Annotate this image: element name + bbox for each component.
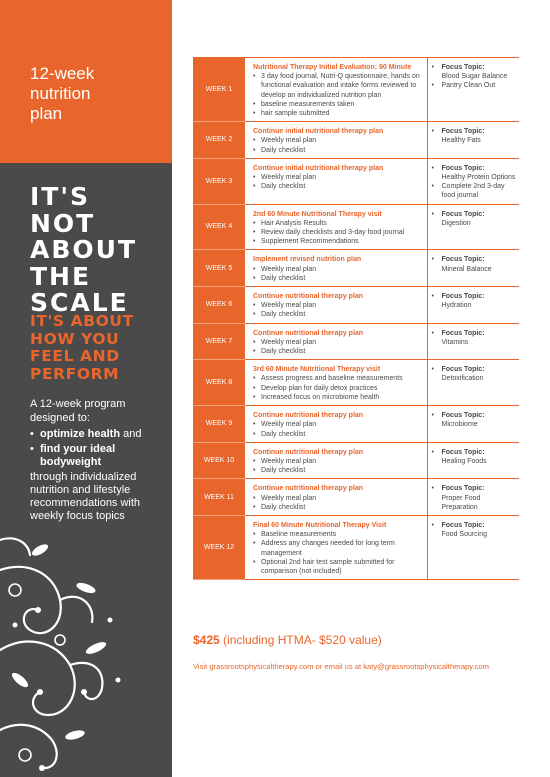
focus-label: • Focus Topic: bbox=[441, 366, 485, 374]
plan-title: Implement revised nutrition plan bbox=[253, 256, 362, 264]
focus-text: Food Sourcing bbox=[441, 531, 488, 539]
focus-label: • Focus Topic: bbox=[441, 64, 485, 71]
focus-list bbox=[432, 329, 518, 347]
focus-item bbox=[432, 448, 518, 466]
week-plan bbox=[245, 250, 427, 287]
plan-items bbox=[253, 219, 421, 247]
plan-title: 2nd 60 Minute Nutritional Therapy visit bbox=[253, 210, 382, 218]
focus-item bbox=[432, 484, 518, 512]
week-plan bbox=[245, 406, 427, 443]
week-plan bbox=[245, 58, 427, 122]
focus-topic-cell bbox=[427, 287, 519, 324]
week-plan bbox=[245, 479, 427, 516]
plan-items bbox=[253, 494, 421, 512]
plan-item: • Review daily checklists and 3-day food journal bbox=[253, 228, 421, 237]
week-row bbox=[193, 479, 519, 516]
week-plan bbox=[245, 287, 427, 324]
headline: IT'S NOT ABOUT THE SCALE bbox=[30, 182, 138, 317]
week-plan bbox=[245, 515, 427, 579]
plan-items bbox=[253, 374, 421, 402]
week-label: WEEK 9 bbox=[193, 406, 245, 443]
week-label: WEEK 1 bbox=[193, 58, 245, 122]
program-title: 12-week nutrition plan bbox=[30, 64, 95, 123]
plan-item: • Daily checklist bbox=[253, 146, 421, 155]
week-row bbox=[193, 250, 519, 287]
week-plan bbox=[245, 158, 427, 204]
focus-topic-cell bbox=[427, 122, 519, 159]
focus-text: Healthy Fats bbox=[441, 137, 481, 145]
plan-title: Final 60 Minute Nutritional Therapy Visit bbox=[253, 521, 387, 529]
focus-topic-cell bbox=[427, 515, 519, 579]
plan-item: • Weekly meal plan bbox=[253, 173, 421, 182]
plan-item: • Baseline measurements bbox=[253, 530, 421, 539]
focus-text: Digestion bbox=[441, 219, 471, 227]
plan-title: Continue initial nutritional therapy plan bbox=[253, 128, 384, 136]
plan-item: • Hair Analysis Results bbox=[253, 219, 421, 228]
week-row bbox=[193, 515, 519, 579]
focus-topic-cell bbox=[427, 323, 519, 360]
plan-item: • Weekly meal plan bbox=[253, 338, 421, 347]
week-row bbox=[193, 287, 519, 324]
focus-item bbox=[432, 210, 518, 228]
plan-item: • baseline measurements taken bbox=[253, 100, 421, 109]
focus-item bbox=[432, 365, 518, 383]
plan-items bbox=[253, 457, 421, 475]
focus-topic-cell bbox=[427, 250, 519, 287]
week-label: WEEK 12 bbox=[193, 515, 245, 579]
focus-label: • Focus Topic: bbox=[441, 329, 485, 337]
focus-topic-cell bbox=[427, 360, 519, 406]
price-line: $425 (including HTMA- $520 value) bbox=[193, 633, 382, 647]
plan-item: • Address any changes needed for long term management bbox=[253, 539, 421, 557]
focus-list bbox=[432, 63, 518, 91]
plan-items bbox=[253, 265, 421, 283]
week-plan bbox=[245, 442, 427, 479]
week-row bbox=[193, 442, 519, 479]
focus-topic-cell bbox=[427, 479, 519, 516]
plan-items bbox=[253, 72, 421, 118]
focus-text: Healthy Protein Options bbox=[441, 174, 516, 182]
week-row bbox=[193, 158, 519, 204]
plan-item: • Increased focus on microbiome health bbox=[253, 393, 421, 402]
focus-label: • Focus Topic: bbox=[441, 521, 485, 529]
plan-item: • Daily checklist bbox=[253, 503, 421, 512]
plan-item: • Daily checklist bbox=[253, 274, 421, 283]
weekly-schedule-table bbox=[193, 57, 519, 580]
focus-label: • Focus Topic: bbox=[441, 256, 485, 264]
focus-item bbox=[432, 182, 518, 200]
focus-text: Hydration bbox=[441, 302, 472, 310]
focus-list bbox=[432, 448, 518, 466]
subheadline: IT'S ABOUT HOW YOU FEEL AND PERFORM bbox=[30, 312, 134, 383]
focus-item bbox=[432, 164, 518, 182]
focus-text: Complete 2nd 3-day food journal bbox=[441, 183, 505, 200]
plan-items bbox=[253, 301, 421, 319]
focus-label: • Focus Topic: bbox=[441, 164, 485, 172]
focus-list bbox=[432, 210, 518, 228]
focus-topic-cell bbox=[427, 58, 519, 122]
goal-list bbox=[30, 428, 170, 471]
plan-item: • Weekly meal plan bbox=[253, 457, 421, 466]
week-label: WEEK 6 bbox=[193, 287, 245, 324]
plan-item: • Daily checklist bbox=[253, 430, 421, 439]
sidebar bbox=[0, 0, 172, 777]
focus-label: • Focus Topic: bbox=[441, 293, 485, 301]
focus-item bbox=[432, 127, 518, 145]
goal-item: • find your ideal bodyweight bbox=[30, 443, 170, 469]
contact-line: Visit grassrootsphysicaltherapy.com or email us at katy@grassrootsphysicaltherapy.com bbox=[193, 662, 489, 671]
plan-item: • Daily checklist bbox=[253, 466, 421, 475]
week-plan bbox=[245, 204, 427, 250]
focus-item bbox=[432, 292, 518, 310]
focus-text: Healing Foods bbox=[441, 457, 487, 465]
week-label: WEEK 4 bbox=[193, 204, 245, 250]
plan-item: • Daily checklist bbox=[253, 182, 421, 191]
plan-item: • Weekly meal plan bbox=[253, 265, 421, 274]
plan-item: • Weekly meal plan bbox=[253, 494, 421, 503]
focus-list bbox=[432, 127, 518, 145]
focus-list bbox=[432, 292, 518, 310]
plan-item: • Daily checklist bbox=[253, 310, 421, 319]
plan-items bbox=[253, 173, 421, 191]
plan-items bbox=[253, 420, 421, 438]
focus-item bbox=[432, 329, 518, 347]
focus-text: Blood Sugar Balance bbox=[441, 73, 508, 81]
week-label: WEEK 7 bbox=[193, 323, 245, 360]
focus-list bbox=[432, 365, 518, 383]
plan-item: • 3 day food journal, Nutri-Q questionnaire, hands on functional evaluation and intake forms reviewed to develop an individualized nutrition plan bbox=[253, 72, 421, 100]
week-row bbox=[193, 323, 519, 360]
focus-label: • Focus Topic: bbox=[441, 448, 485, 456]
plan-title: Nutritional Therapy Initial Evaluation: 90 Minute bbox=[253, 64, 412, 71]
focus-label: • Focus Topic: bbox=[441, 128, 485, 136]
focus-item bbox=[432, 81, 518, 90]
focus-topic-cell bbox=[427, 406, 519, 443]
plan-item: • Optional 2nd hair test sample submitted for comparison (not included) bbox=[253, 558, 421, 576]
focus-list bbox=[432, 484, 518, 512]
focus-text: Microbiome bbox=[441, 421, 478, 429]
week-label: WEEK 8 bbox=[193, 360, 245, 406]
week-label: WEEK 5 bbox=[193, 250, 245, 287]
focus-text: Detoxification bbox=[441, 375, 484, 383]
focus-topic-cell bbox=[427, 158, 519, 204]
focus-text: Proper Food Preparation bbox=[441, 494, 481, 511]
plan-title: Continue initial nutritional therapy plan bbox=[253, 164, 384, 172]
intro-text: A 12-week program designed to: bbox=[30, 398, 126, 424]
focus-list bbox=[432, 255, 518, 273]
plan-item: • Weekly meal plan bbox=[253, 301, 421, 310]
focus-topic-cell bbox=[427, 204, 519, 250]
plan-title: Continue nutritional therapy plan bbox=[253, 485, 364, 493]
week-row bbox=[193, 58, 519, 122]
focus-topic-cell bbox=[427, 442, 519, 479]
plan-title: Continue nutritional therapy plan bbox=[253, 329, 364, 337]
focus-text: Vitamins bbox=[441, 338, 469, 346]
focus-item bbox=[432, 411, 518, 429]
focus-item bbox=[432, 521, 518, 539]
week-label: WEEK 11 bbox=[193, 479, 245, 516]
week-plan bbox=[245, 323, 427, 360]
plan-title: 3rd 60 Minute Nutritional Therapy visit bbox=[253, 366, 381, 374]
focus-list bbox=[432, 521, 518, 539]
plan-item: • Weekly meal plan bbox=[253, 420, 421, 429]
focus-label: • Focus Topic: bbox=[441, 485, 485, 493]
week-label: WEEK 2 bbox=[193, 122, 245, 159]
week-row bbox=[193, 204, 519, 250]
week-plan bbox=[245, 360, 427, 406]
focus-label: • Focus Topic: bbox=[441, 210, 485, 218]
plan-item: • Develop plan for daily detox practices bbox=[253, 384, 421, 393]
focus-text: Mineral Balance bbox=[441, 265, 492, 273]
plan-item: • Weekly meal plan bbox=[253, 136, 421, 145]
week-plan bbox=[245, 122, 427, 159]
plan-items bbox=[253, 136, 421, 154]
plan-item: • Assess progress and baseline measurements bbox=[253, 374, 421, 383]
focus-list bbox=[432, 411, 518, 429]
focus-list bbox=[432, 164, 518, 201]
week-label: WEEK 10 bbox=[193, 442, 245, 479]
goal-item: • optimize health and bbox=[30, 428, 170, 441]
focus-item bbox=[432, 255, 518, 273]
floral-flourish-icon bbox=[0, 530, 172, 777]
focus-item bbox=[432, 63, 518, 81]
week-row bbox=[193, 360, 519, 406]
plan-item: • hair sample submitted bbox=[253, 109, 421, 118]
week-row bbox=[193, 122, 519, 159]
plan-item: • Supplement Recommendations bbox=[253, 237, 421, 246]
plan-items bbox=[253, 338, 421, 356]
focus-text: Pantry Clean Out bbox=[441, 82, 496, 90]
plan-items bbox=[253, 530, 421, 576]
plan-title: Continue nutritional therapy plan bbox=[253, 293, 364, 301]
outro-text: through individualized nutrition and lifestyle recommendations with weekly focus topics bbox=[30, 471, 141, 522]
plan-title: Continue nutritional therapy plan bbox=[253, 412, 364, 420]
focus-label: • Focus Topic: bbox=[441, 412, 485, 420]
plan-title: Continue nutritional therapy plan bbox=[253, 448, 364, 456]
week-label: WEEK 3 bbox=[193, 158, 245, 204]
week-row bbox=[193, 406, 519, 443]
plan-item: • Daily checklist bbox=[253, 347, 421, 356]
